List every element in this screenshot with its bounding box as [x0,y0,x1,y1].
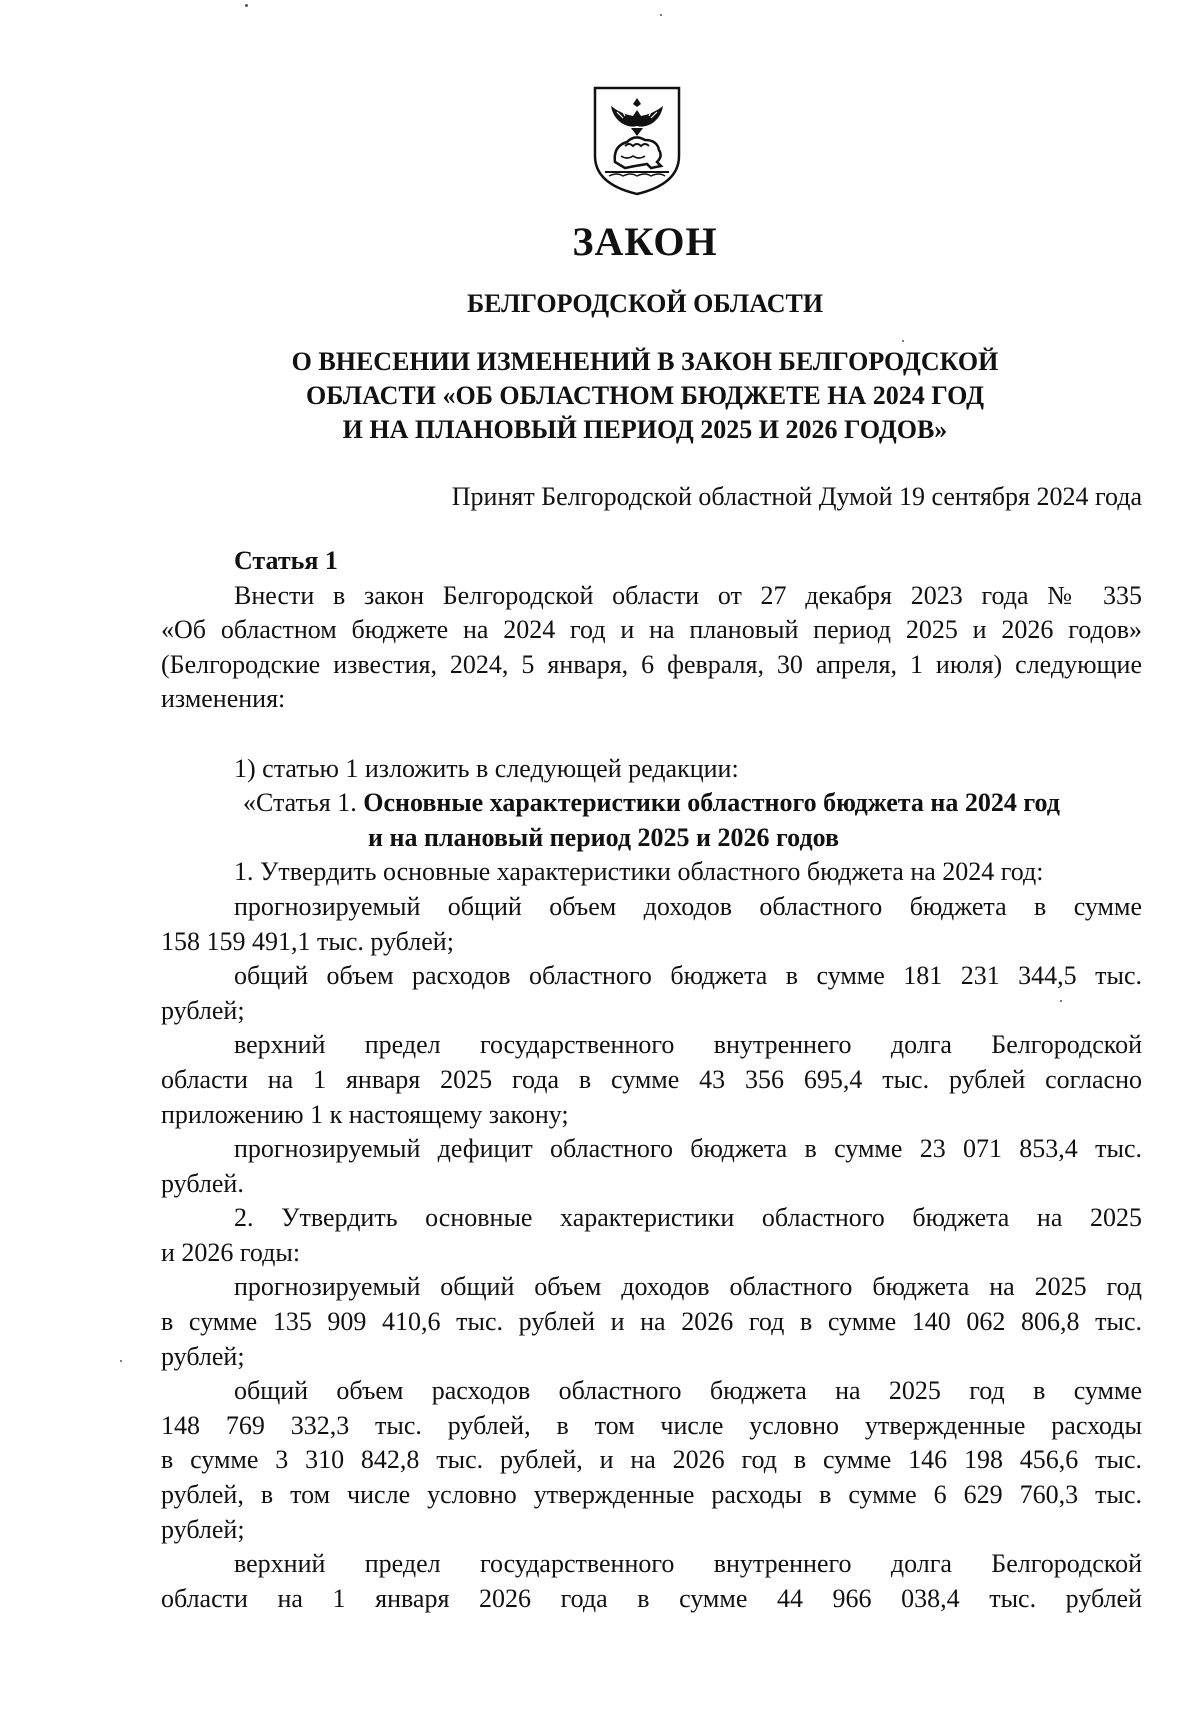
scan-speck [1060,1000,1062,1002]
text-line: прогнозируемый общий объем доходов областного бюджета в сумме [234,891,1142,921]
text-line: в сумме 135 909 410,6 тыс. рублей и на 2026 год в сумме 140 062 806,8 тыс. [161,1307,1142,1337]
text-line: (Белгородские известия, 2024, 5 января, 6 февраля, 30 апреля, 1 июля) следующие [161,649,1142,679]
text-line: 1. Утвердить основные характеристики областного бюджета на 2024 год: [234,857,1044,887]
subject-line: И НА ПЛАНОВЫЙ ПЕРИОД 2025 И 2026 ГОДОВ» [342,415,948,444]
text-line: приложению 1 к настоящему закону; [161,1099,569,1129]
text-line: общий объем расходов областного бюджета в сумме 181 231 344,5 тыс. [234,961,1142,991]
scan-speck [660,14,662,16]
text-line: верхний предел государственного внутреннего долга Белгородской [234,1030,1142,1060]
quoted-article-title: Основные характеристики областного бюджета на 2024 год [363,788,1060,818]
subject-line: О ВНЕСЕНИИ ИЗМЕНЕНИЙ В ЗАКОН БЕЛГОРОДСКОЙ [291,347,999,376]
article-body [161,544,1142,1616]
text-line: изменения: [161,684,286,714]
text-line: в сумме 3 310 842,8 тыс. рублей, и на 2026 год в сумме 146 198 456,6 тыс. [161,1445,1142,1475]
scan-speck [120,1360,122,1362]
text-line: 1) статью 1 изложить в следующей редакции: [234,753,739,783]
spacer [161,717,1142,752]
text-line: верхний предел государственного внутреннего долга Белгородской [234,1549,1142,1579]
text-line: «Об областном бюджете на 2024 год и на плановый период 2025 и 2026 годов» [161,615,1142,645]
text-line: 2. Утвердить основные характеристики областного бюджета на 2025 [234,1203,1142,1233]
scan-speck [245,4,248,7]
text-line: рублей; [161,1514,245,1544]
text-line: общий объем расходов областного бюджета на 2025 год в сумме [234,1376,1142,1406]
text-line: 148 769 332,3 тыс. рублей, в том числе условно утвержденные расходы [161,1410,1142,1440]
scan-speck [902,340,904,342]
text-line: рублей. [161,1168,244,1198]
text-line: области на 1 января 2025 года в сумме 43 356 695,4 тыс. рублей согласно [161,1064,1142,1094]
text-line: и 2026 годы: [161,1237,301,1267]
text-line: рублей, в том числе условно утвержденные расходы в сумме 6 629 760,3 тыс. [161,1480,1142,1510]
region-title: БЕЛГОРОДСКОЙ ОБЛАСТИ [466,289,824,318]
quoted-article-title-cont: и на плановый период 2025 и 2026 годов [368,822,839,852]
adoption-note: Принят Белгородской областной Думой 19 сентября 2024 года [451,482,1142,511]
law-title: ЗАКОН [572,219,718,264]
text-line: прогнозируемый общий объем доходов областного бюджета на 2025 год [234,1272,1142,1302]
text-line: рублей; [161,1341,245,1371]
subject-line: ОБЛАСТИ «ОБ ОБЛАСТНОМ БЮДЖЕТЕ НА 2024 ГОД [306,381,984,410]
belgorod-coat-of-arms-icon [591,84,683,196]
text-line: прогнозируемый дефицит областного бюджета в сумме 23 071 853,4 тыс. [234,1134,1142,1164]
text-line: Внести в закон Белгородской области от 27 декабря 2023 года № 335 [234,580,1142,610]
quoted-article-prefix: «Статья 1. [243,788,357,818]
quoted-article-heading [161,786,1142,821]
text-line: рублей; [161,995,245,1025]
text-line: 158 159 491,1 тыс. рублей; [161,926,454,956]
article-heading: Статья 1 [234,546,338,575]
text-line: области на 1 января 2026 года в сумме 44 966 038,4 тыс. рублей [161,1583,1142,1613]
law-subject [0,345,1200,447]
